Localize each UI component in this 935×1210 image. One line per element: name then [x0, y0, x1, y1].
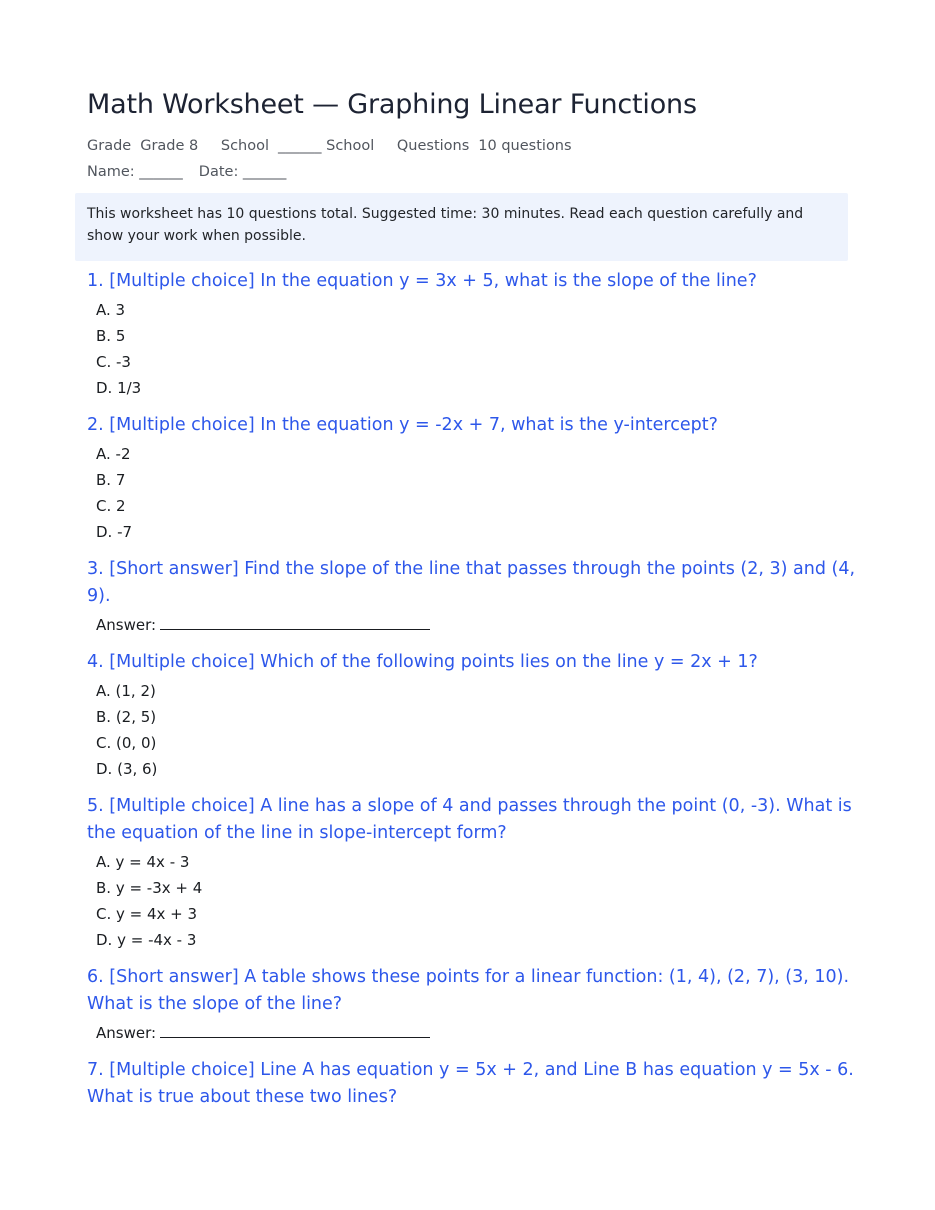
worksheet-meta [87, 135, 860, 157]
answer-option: C. -3 [96, 353, 131, 371]
answer-options [96, 297, 860, 401]
date-field: Date: ______ [198, 164, 287, 180]
answer-option: D. 1/3 [96, 379, 142, 397]
answer-options [96, 849, 860, 953]
answer-option: C. 2 [96, 497, 126, 515]
answer-option: C. (0, 0) [96, 734, 157, 752]
answer-option: A. -2 [96, 445, 131, 463]
answer-blank[interactable] [160, 1022, 430, 1038]
worksheet-page [87, 84, 860, 1122]
school-value: ______ School [278, 138, 375, 154]
school-label: School [220, 138, 270, 154]
answer-option: D. y = -4x - 3 [96, 931, 197, 949]
name-field: Name: ______ [87, 164, 183, 180]
answer-options [96, 441, 860, 545]
answer-option: D. (3, 6) [96, 760, 158, 778]
answer-blank[interactable] [160, 614, 430, 630]
answer-line [96, 612, 860, 638]
question-text: 7. [Multiple choice] Line A has equation y = 5x + 2, and Line B has equation y = 5x - 6. What is true about these two lines? [87, 1060, 854, 1107]
question-item [87, 556, 860, 638]
answer-option: B. (2, 5) [96, 708, 157, 726]
question-item [87, 412, 860, 545]
page-title: Math Worksheet — Graphing Linear Functions [87, 89, 697, 120]
answer-option: D. -7 [96, 523, 133, 541]
question-text: 5. [Multiple choice] A line has a slope of 4 and passes through the point (0, -3). What is the equation of the line in slope-intercept form? [87, 796, 852, 843]
questions-value: 10 questions [478, 138, 572, 154]
grade-label: Grade [87, 138, 132, 154]
answer-line [96, 1020, 860, 1046]
answer-option: A. 3 [96, 301, 126, 319]
question-item [87, 268, 860, 401]
question-text: 3. [Short answer] Find the slope of the line that passes through the points (2, 3) and (4, 9). [87, 559, 856, 606]
answer-option: B. y = -3x + 4 [96, 879, 203, 897]
question-text: 1. [Multiple choice] In the equation y = 3x + 5, what is the slope of the line? [87, 271, 757, 291]
answer-options [96, 678, 860, 782]
answer-option: B. 7 [96, 471, 126, 489]
answer-option: A. (1, 2) [96, 682, 156, 700]
answer-option: B. 5 [96, 327, 126, 345]
question-text: 6. [Short answer] A table shows these points for a linear function: (1, 4), (2, 7), (3, 10). What is the slope of the line? [87, 967, 850, 1014]
question-item [87, 964, 860, 1046]
questions-label: Questions [396, 138, 470, 154]
student-fields [87, 161, 860, 183]
question-text: 4. [Multiple choice] Which of the following points lies on the line y = 2x + 1? [87, 652, 758, 672]
question-item [87, 793, 860, 953]
grade-value: Grade 8 [140, 138, 199, 154]
question-text: 2. [Multiple choice] In the equation y = -2x + 7, what is the y-intercept? [87, 415, 718, 435]
answer-label: Answer: [96, 616, 157, 634]
instructions-box: This worksheet has 10 questions total. Suggested time: 30 minutes. Read each question carefully and show your work when possible. [75, 193, 848, 261]
answer-label: Answer: [96, 1024, 157, 1042]
answer-option: C. y = 4x + 3 [96, 905, 198, 923]
question-list [87, 268, 860, 1111]
question-item [87, 649, 860, 782]
answer-option: A. y = 4x - 3 [96, 853, 190, 871]
question-item [87, 1057, 860, 1111]
